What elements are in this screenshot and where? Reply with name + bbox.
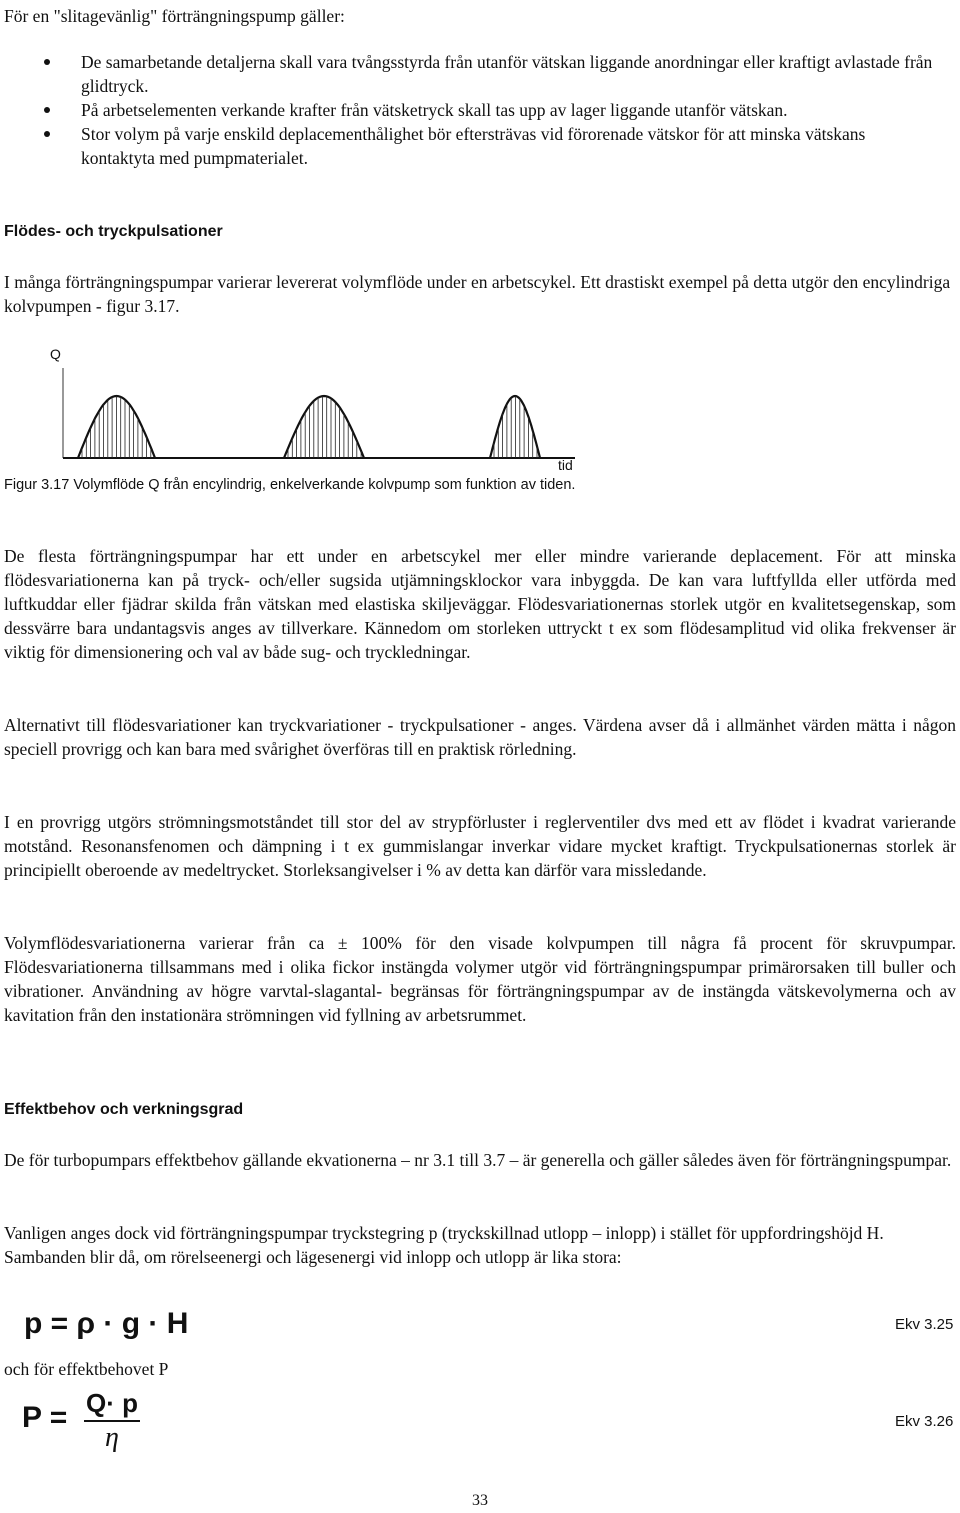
- equation-label-3-25: Ekv 3.25: [895, 1316, 954, 1333]
- intro-heading: För en "slitagevänlig" förträngningspump gäller:: [4, 6, 345, 26]
- paragraph: I en provrigg utgörs strömningsmotståndet till stor del av strypförluster i reglerventiler dvs med ett av flödet i kvadrat varierande motstånd. Resonansfenomen och dämpning i t ex gummislangar inverkar vidare mycket kraftigt. Tryckpulsationernas storlek är principiellt oberoende av medeltrycket. Storleksangivelser i % av detta kan därför vara missledande.: [4, 812, 956, 880]
- page-number: 33: [472, 1492, 488, 1509]
- paragraph: Volymflödesvariationerna varierar från ca ± 100% för den visade kolvpumpen till några få procent för skruvpumpar. Flödesvariationerna tillsammans med i olika fickor instängda volymer utgör vid förträngningspumpar primärorsaken till buller och vibrationer. Användning av högre varvtal-slagantal- begränsas för förträngningspumpar av de instängda vätskevolymerna och av kavitation från den instationära strömningen vid fyllning av arbetsrummet.: [4, 933, 956, 1025]
- figure-3-17: [0, 340, 600, 480]
- paragraph: Alternativt till flödesvariationer kan tryckvariationer - tryckpulsationer - anges. Värdena avser då i allmänhet värden mätta i någon speciell provrigg och kan bara med svårighet överföras till en praktisk rörledning.: [4, 715, 956, 759]
- list-item: På arbetselementen verkande krafter från vätsketryck skall tas upp av lager liggande utanför vätskan.: [4, 98, 934, 122]
- section2-paragraph-1: De för turbopumpars effektbehov gällande ekvationerna – nr 3.1 till 3.7 – är generella och gäller således även för förträngningspumpar.: [4, 1150, 952, 1170]
- requirements-list: [4, 50, 934, 170]
- list-item: Stor volym på varje enskild deplacementhålighet bör eftersträvas vid förorenade vätskor för att minska vätskans kontaktyta med pumpmaterialet.: [4, 122, 934, 170]
- fraction-numerator: Q· p: [86, 1388, 138, 1418]
- bullet-icon: [44, 107, 50, 113]
- list-item: De samarbetande detaljerna skall vara tvångsstyrda från utanför vätskan liggande anordningar eller kraftigt avlastade från glidtryck.: [4, 50, 934, 98]
- equation-3-25: p = ρ · g · H: [24, 1307, 189, 1340]
- flow-diagram: [0, 340, 600, 480]
- flow-pulses: [78, 396, 540, 458]
- section2-paragraph-2: Vanligen anges dock vid förträngningspumpar tryckstegring p (tryckskillnad utlopp – inlopp) i stället för uppfordringshöjd H. Sambanden blir då, om rörelseenergi och lägesenergi vid inlopp och utlopp är lika stora:: [4, 1223, 884, 1267]
- equation-3-26-fraction: [80, 1388, 144, 1454]
- y-axis-label: Q: [50, 346, 61, 362]
- equation-intro-text: och för effektbehovet P: [4, 1359, 169, 1379]
- flow-pulse-2: [284, 396, 364, 458]
- equation-3-26-lhs: P =: [22, 1401, 68, 1434]
- section1-paragraph: I många förträngningspumpar varierar levererat volymflöde under en arbetscykel. Ett drastiskt exempel på detta utgör den encylindriga kolvpumpen - figur 3.17.: [4, 272, 951, 316]
- bullet-icon: [44, 131, 50, 137]
- section-heading-pulsations: Flödes- och tryckpulsationer: [4, 223, 223, 240]
- x-axis-label: tid: [558, 457, 573, 473]
- section-heading-power: Effektbehov och verkningsgrad: [4, 1101, 244, 1118]
- paragraph: De flesta förträngningspumpar har ett under en arbetscykel mer eller mindre varierande deplacement. För att minska flödesvariationerna kan på tryck- och/eller sugsida utjämningsklockor vara inbyggda. De kan vara luftfyllda eller utförda med luftkuddar eller fjädrar skilda från vätskan med elastiska skiljeväggar. Flödesvariationernas storlek utgör en kvalitetsegenskap, som dessvärre bara undantagsvis anges av tillverkare. Kännedom om storleken uttryckt t ex som flödesamplitud vid olika frekvenser är viktig för dimensionering och val av både sug- och tryckledningar.: [4, 546, 956, 662]
- equation-label-3-26: Ekv 3.26: [895, 1413, 954, 1430]
- bullet-icon: [44, 59, 50, 65]
- fraction-denominator: η: [105, 1422, 119, 1453]
- figure-caption: Figur 3.17 Volymflöde Q från encylindrig, enkelverkande kolvpump som funktion av tiden.: [4, 477, 576, 493]
